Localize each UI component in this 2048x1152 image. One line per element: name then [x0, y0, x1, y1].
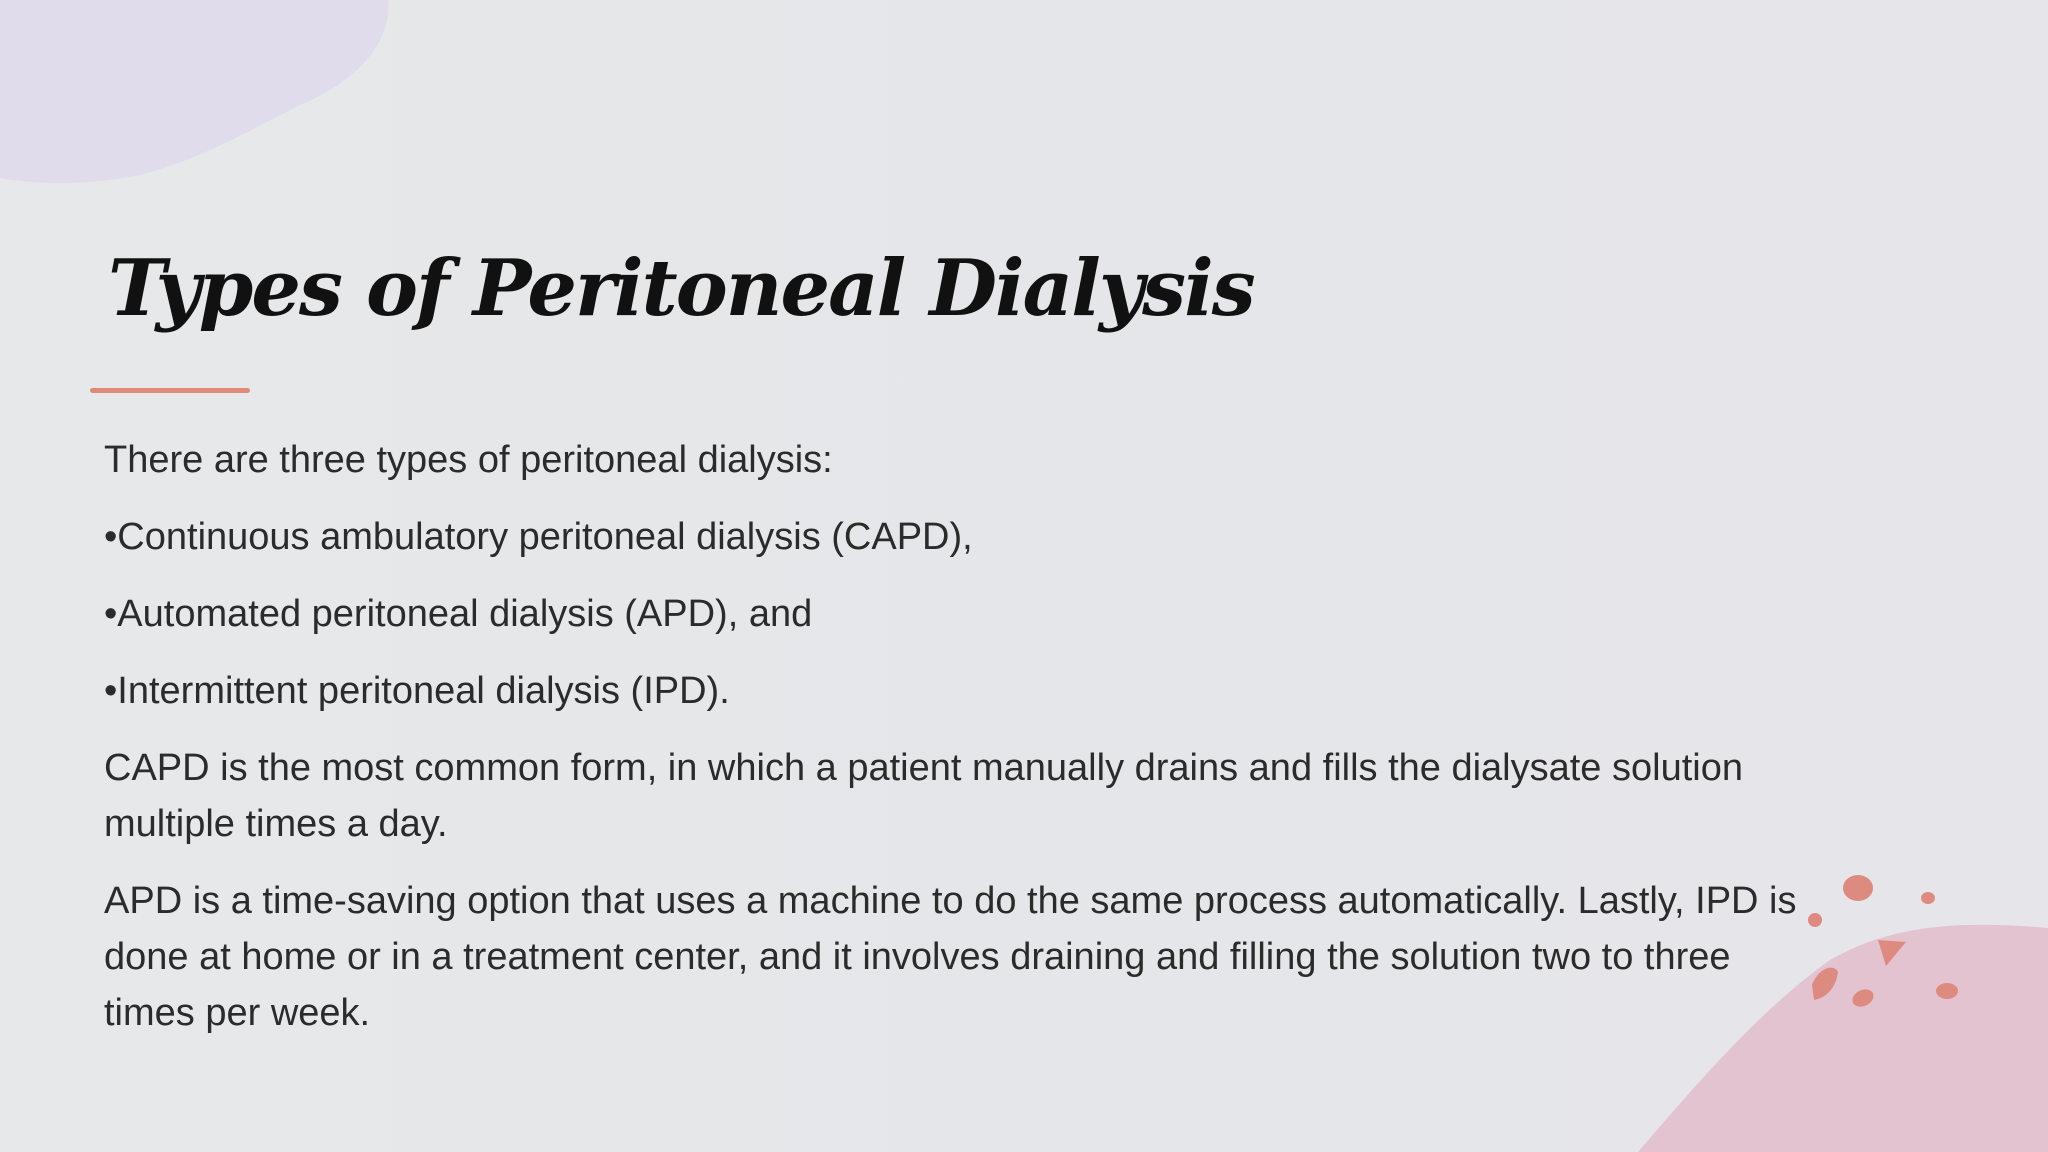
slide-body: [104, 432, 1804, 1062]
top-left-blob: [0, 0, 388, 183]
confetti-dot: [1843, 875, 1873, 901]
confetti-dot: [1936, 983, 1958, 999]
intro-text: There are three types of peritoneal dialysis:: [104, 439, 833, 481]
slide-title: Types of Peritoneal Dialysis: [108, 243, 1254, 334]
paragraph-capd: CAPD is the most common form, in which a patient manually drains and fills the dialysate solution multiple times a day.: [104, 747, 1743, 845]
confetti-dot: [1921, 892, 1935, 904]
paragraph-apd-ipd: APD is a time-saving option that uses a machine to do the same process automatically. Lastly, IPD is done at home or in a treatment center, and it involves draining and filling the solution two to three times per week.: [104, 880, 1797, 1034]
bullet-item-apd: •Automated peritoneal dialysis (APD), and: [104, 593, 813, 635]
title-underline-accent: [90, 388, 250, 393]
bullet-item-ipd: •Intermittent peritoneal dialysis (IPD).: [104, 670, 730, 712]
confetti-dot: [1808, 913, 1822, 927]
bullet-item-capd: •Continuous ambulatory peritoneal dialysis (CAPD),: [104, 516, 973, 558]
